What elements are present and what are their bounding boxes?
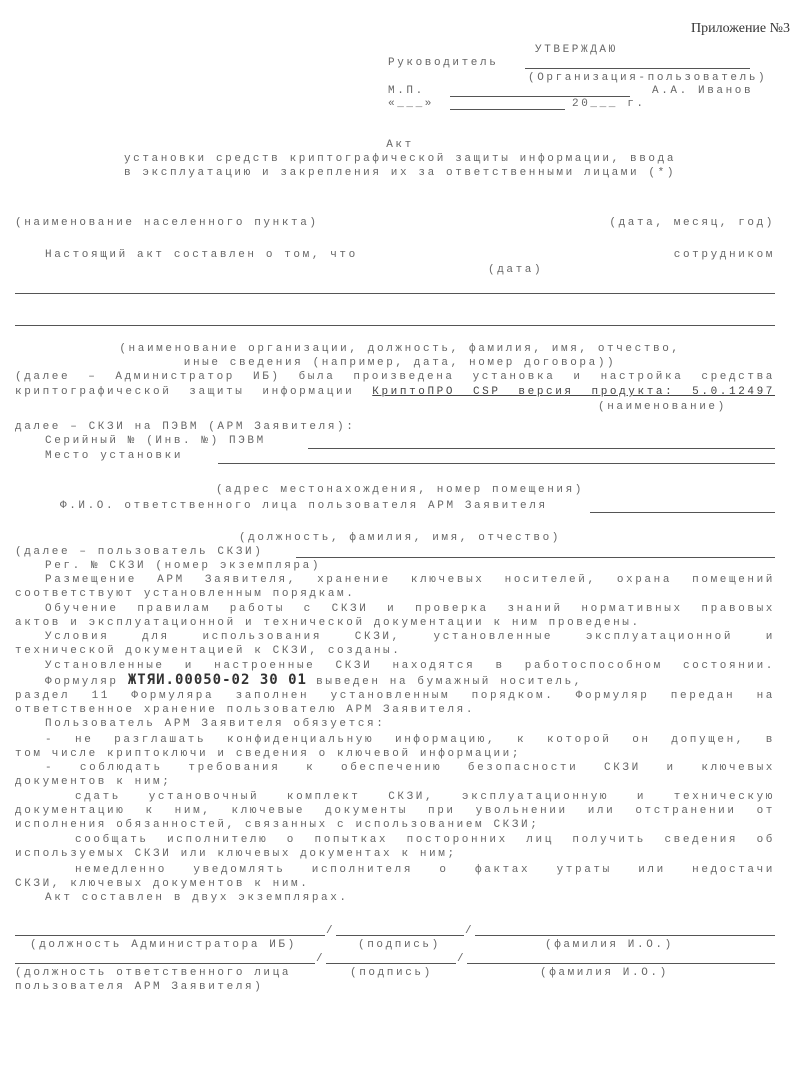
act-title-line1: установки средств криптографической защиты информации, ввода (123, 153, 677, 165)
user-sign-line (326, 963, 456, 964)
body-p2a: Обучение правилам работы с СКЗИ и проверка знаний нормативных правовых (45, 603, 775, 615)
head-signature-line (525, 68, 750, 69)
body-p9a: сдать установочный комплект СКЗИ, эксплуатационную и техническую (75, 791, 775, 803)
serial-label: Серийный № (Инв. №) ПЭВМ (45, 435, 266, 447)
date-day: «___» (388, 98, 435, 110)
admin-surname-line (475, 935, 775, 936)
body-p9b: документацию к ним, ключевые документы при увольнении или отстранении от (15, 805, 775, 817)
formular-suffix: выведен на бумажный носитель, (316, 676, 584, 688)
body-p7a: - не разглашать конфиденциальную информацию, к которой он допущен, в (45, 734, 775, 746)
body-p12: Акт составлен в двух экземплярах. (45, 892, 349, 904)
slash: / (465, 925, 475, 937)
admin-position-caption: (должность Администратора ИБ) (30, 939, 297, 951)
user-label: (далее – пользователь СКЗИ) (15, 546, 264, 558)
body-p11a: немедленно уведомлять исполнителя о фактах утраты или недостачи (75, 864, 775, 876)
product-name: КриптоПРО CSP версия продукта: 5.0.12497 (372, 386, 775, 398)
body-p8b: документов к ним; (15, 776, 172, 788)
intro-date-caption: (дата) (488, 264, 544, 276)
stamp-label: М.П. (388, 85, 425, 97)
resp-field-line (590, 512, 775, 513)
body-p10a: сообщать исполнителю о попытках посторонних лиц получить сведения об (75, 834, 775, 846)
user-surname-line (467, 963, 775, 964)
date-month-line (450, 109, 565, 110)
admin-surname-caption: (фамилия И.О.) (545, 939, 674, 951)
admin-sign-line (336, 935, 464, 936)
admin-position-line (15, 935, 325, 936)
body-p3b: технической документацией к СКЗИ, созданы. (15, 645, 402, 657)
user-surname-caption: (фамилия И.О.) (540, 967, 669, 979)
place-label: Место установки (45, 450, 184, 462)
body-p1b: соответствуют установленным порядкам. (15, 588, 356, 600)
org-caption: (Организация-пользователь) (528, 72, 768, 84)
user-field-line (296, 557, 775, 558)
install-line-2 (15, 386, 775, 399)
user-position-caption-2: пользователя АРМ Заявителя) (15, 981, 264, 993)
body-p1a: Размещение АРМ Заявителя, хранение ключевых носителей, охрана помещений (45, 574, 775, 586)
name-caption: (наименование) (598, 401, 727, 413)
formular-label: Формуляр (45, 676, 119, 688)
user-position-caption-1: (должность ответственного лица (15, 967, 292, 979)
body-p5 (45, 674, 583, 689)
stamp-line (450, 96, 630, 97)
intro-text: Настоящий акт составлен о том, что (45, 249, 358, 261)
serial-field-line (308, 448, 775, 449)
appendix-label: Приложение №3 (691, 21, 790, 36)
date-year: 20___ г. (572, 98, 646, 110)
install-prefix: криптографической защиты информации (15, 386, 355, 398)
slash: / (316, 953, 326, 965)
body-p4: Установленные и настроенные СКЗИ находятся в работоспособном состоянии. (45, 660, 775, 672)
position-caption: (должность, фамилия, имя, отчество) (238, 532, 562, 544)
place-caption: (наименование населенного пункта) (15, 217, 319, 229)
intro-right: сотрудником (673, 249, 775, 261)
body-p5c: ответственное хранение пользователю АРМ Заявителя. (15, 704, 476, 716)
body-p2b: актов и эксплуатационной и технической документации к ним проведены. (15, 617, 641, 629)
address-caption: (адрес местонахождения, номер помещения) (215, 484, 585, 496)
pc-line: далее – СКЗИ на ПЭВМ (АРМ Заявителя): (15, 421, 356, 433)
org-caption-1: (наименование организации, должность, фамилия, имя, отчество, (119, 343, 681, 355)
signer-name: А.А. Иванов (652, 85, 754, 97)
body-p5b: раздел 11 Формуляра заполнен установленным порядком. Формуляр передан на (15, 690, 775, 702)
body-p11b: СКЗИ, ключевых документов к ним. (15, 878, 310, 890)
body-p9c: исполнения обязанностей, связанных с использованием СКЗИ; (15, 819, 540, 831)
resp-label: Ф.И.О. ответственного лица пользователя АРМ Заявителя (60, 500, 548, 512)
act-title: Акт (386, 139, 414, 151)
date-caption: (дата, месяц, год) (609, 217, 775, 229)
head-label: Руководитель (388, 57, 499, 69)
slash: / (457, 953, 467, 965)
org-line-1 (15, 293, 775, 294)
body-p7b: том числе криптоключи и сведения о ключевой информации; (15, 748, 522, 760)
user-sign-caption: (подпись) (350, 967, 433, 979)
body-p3a: Условия для использования СКЗИ, установленные эксплуатационной и (45, 631, 775, 643)
admin-sign-caption: (подпись) (358, 939, 441, 951)
body-p10b: используемых СКЗИ или ключевых документах к ним; (15, 848, 457, 860)
act-title-line2: в эксплуатацию и закрепления их за ответственными лицами (*) (123, 167, 677, 179)
org-caption-2: иные сведения (например, дата, номер договора)) (183, 357, 617, 369)
approve-label: УТВЕРЖДАЮ (535, 44, 618, 56)
place-field-line (218, 463, 775, 464)
body-p8a: - соблюдать требования к обеспечению безопасности СКЗИ и ключевых (45, 762, 775, 774)
body-p6: Пользователь АРМ Заявителя обязуется: (45, 718, 386, 730)
slash: / (326, 925, 336, 937)
formular-code: ЖТЯИ.00050-02 30 01 (127, 672, 307, 688)
org-line-2 (15, 325, 775, 326)
install-line-1: (далее – Администратор ИБ) была произведена установка и настройка средства (15, 371, 775, 383)
user-position-line (15, 963, 315, 964)
reg-label: Рег. № СКЗИ (номер экземпляра) (45, 560, 322, 572)
